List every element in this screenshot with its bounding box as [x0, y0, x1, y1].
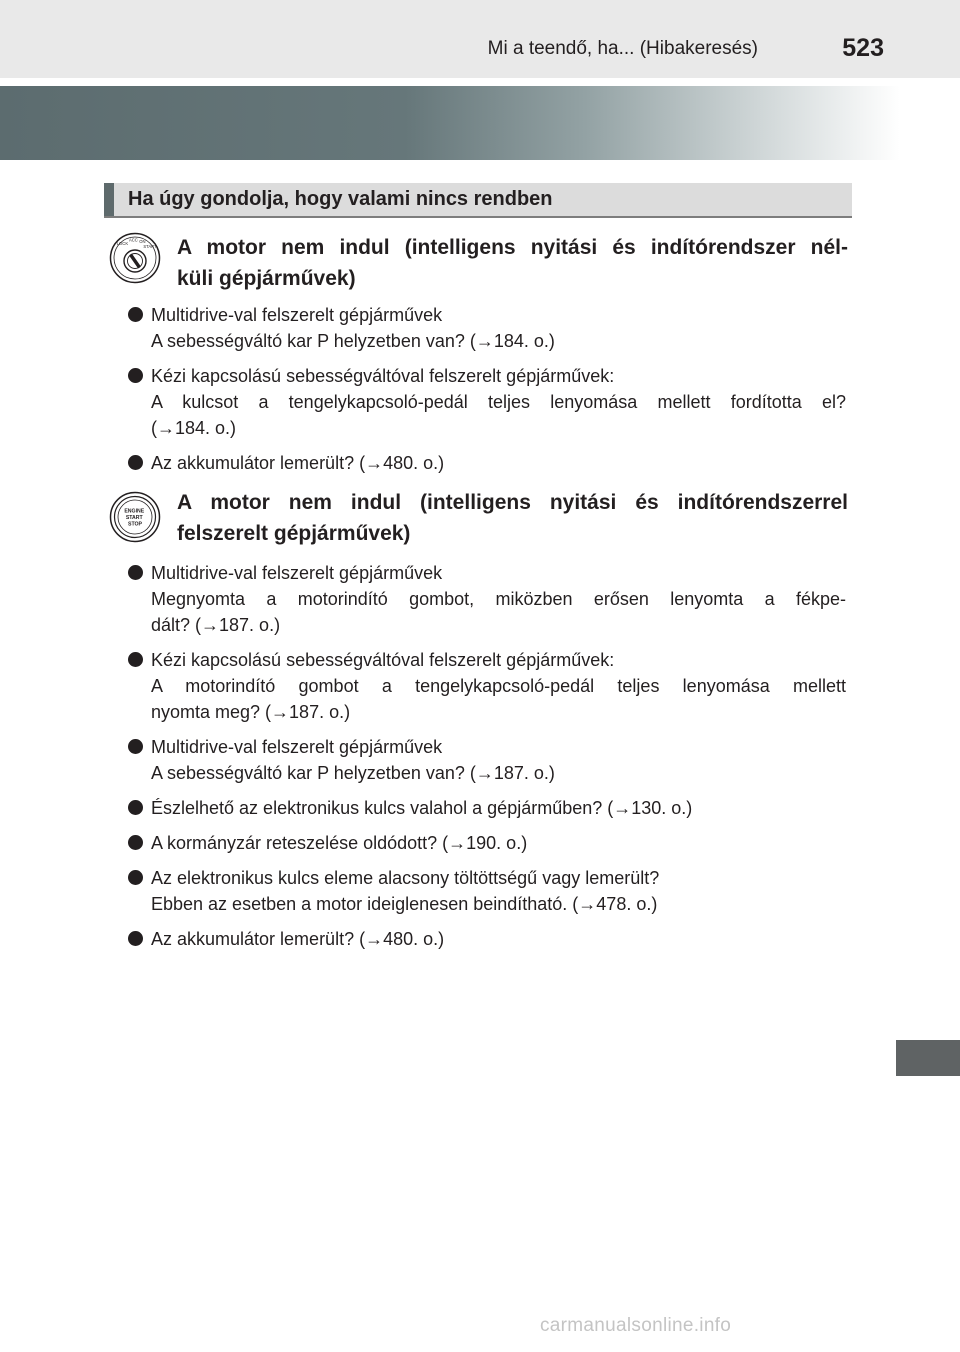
- bullet-icon: [128, 652, 143, 667]
- checklist-no-smart-key: [128, 302, 846, 485]
- icon-label-start: START: [143, 244, 157, 249]
- watermark: carmanualsonline.info: [540, 1315, 732, 1336]
- subheading-line: A motor nem indul (intelligens nyitási és indítórendszer nél-: [177, 236, 848, 259]
- bullet-icon: [128, 307, 143, 322]
- bullet-icon: [128, 455, 143, 470]
- item-line: Megnyomta a motorindító gombot, miközben erősen lenyomta a fékpe-: [151, 589, 846, 609]
- item-line: A kulcsot a tengelykapcsoló-pedál teljes lenyomása mellett fordította el?: [151, 392, 846, 412]
- item-line: Multidrive-val felszerelt gépjárművek: [151, 737, 443, 757]
- item-line: Észlelhető az elektronikus kulcs valahol a gépjárműben? (→130. o.): [151, 798, 693, 818]
- bullet-icon: [128, 739, 143, 754]
- section-title: Mi a teendő, ha... (Hibakeresés): [487, 38, 758, 59]
- icon-label-engine: ENGINE: [124, 508, 145, 515]
- list-item: [128, 450, 846, 476]
- bullet-icon: [128, 565, 143, 580]
- item-line: Multidrive-val felszerelt gépjárművek: [151, 563, 443, 583]
- item-line: Multidrive-val felszerelt gépjárművek: [151, 305, 443, 325]
- icon-label-lock: LOCK: [116, 241, 129, 246]
- icon-label-acc: ACC: [128, 237, 138, 243]
- list-item: [128, 865, 846, 917]
- list-item: [128, 830, 846, 856]
- item-line: Az akkumulátor lemerült? (→480. o.): [151, 929, 445, 949]
- list-item: [128, 363, 846, 441]
- item-line: dált? (→187. o.): [151, 615, 281, 635]
- subheading-no-smart-key: [177, 232, 848, 294]
- ignition-key-switch-icon: [109, 232, 161, 284]
- item-line: Az akkumulátor lemerült? (→480. o.): [151, 453, 445, 473]
- bullet-icon: [128, 870, 143, 885]
- main-heading-text: Ha úgy gondolja, hogy valami nincs rendben: [128, 188, 553, 210]
- page-header: [0, 0, 960, 78]
- main-heading: [104, 183, 852, 218]
- checklist-smart-key: [128, 560, 846, 961]
- item-line: Kézi kapcsolású sebességváltóval felszerelt gépjárművek:: [151, 366, 615, 386]
- list-item: [128, 647, 846, 725]
- list-item: [128, 302, 846, 354]
- item-line: Kézi kapcsolású sebességváltóval felszerelt gépjárművek:: [151, 650, 615, 670]
- item-line: A sebességváltó kar P helyzetben van? (→187. o.): [151, 763, 555, 783]
- item-line: A motorindító gombot a tengelykapcsoló-pedál teljes lenyomása mellett: [151, 676, 846, 696]
- list-item: [128, 795, 846, 821]
- list-item: [128, 560, 846, 638]
- page-number: 523: [842, 34, 884, 62]
- bullet-icon: [128, 368, 143, 383]
- bullet-icon: [128, 800, 143, 815]
- item-line: A kormányzár reteszelése oldódott? (→190. o.): [151, 833, 528, 853]
- subheading-line: A motor nem indul (intelligens nyitási és indítórendszerrel: [177, 491, 848, 514]
- subheading-smart-key: [177, 487, 848, 549]
- icon-label-on: ON: [139, 239, 146, 244]
- item-line: (→184. o.): [151, 418, 237, 438]
- list-item: [128, 926, 846, 952]
- icon-label-start: START: [125, 515, 143, 521]
- bullet-icon: [128, 931, 143, 946]
- subheading-line: küli gépjárművek): [177, 267, 356, 290]
- subheading-line: felszerelt gépjárművek): [177, 522, 411, 545]
- engine-start-stop-button-icon: [109, 491, 161, 543]
- heading-accent-bar: [104, 183, 114, 216]
- list-item: [128, 734, 846, 786]
- item-line: nyomta meg? (→187. o.): [151, 702, 351, 722]
- chapter-side-tab: [896, 1040, 960, 1076]
- item-line: Ebben az esetben a motor ideiglenesen beindítható. (→478. o.): [151, 894, 658, 914]
- item-line: A sebességváltó kar P helyzetben van? (→184. o.): [151, 331, 555, 351]
- icon-label-stop: STOP: [127, 521, 143, 528]
- bullet-icon: [128, 835, 143, 850]
- chapter-banner: [0, 86, 900, 160]
- item-line: Az elektronikus kulcs eleme alacsony töltöttségű vagy lemerült?: [151, 868, 660, 888]
